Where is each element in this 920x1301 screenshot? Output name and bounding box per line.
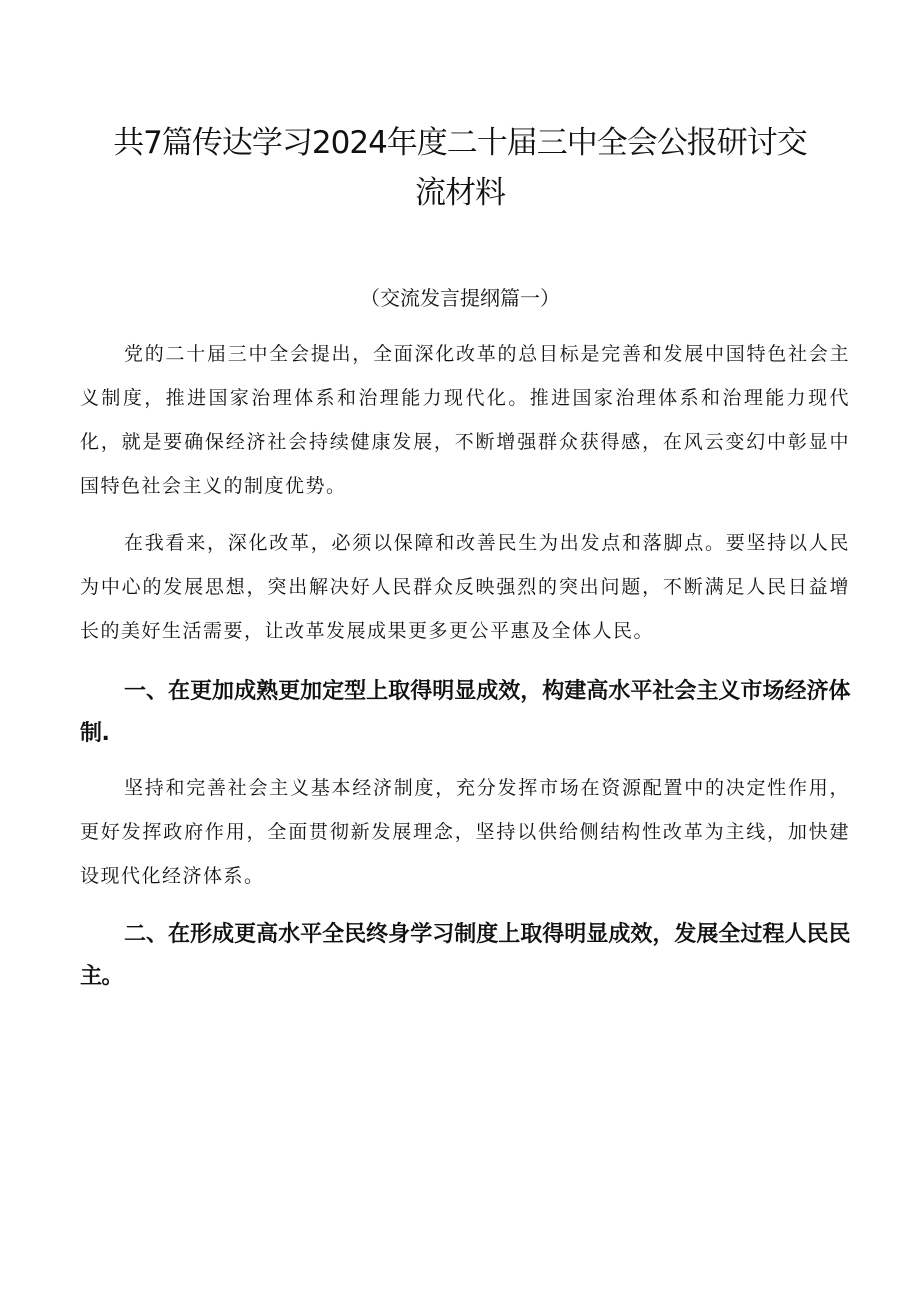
body-paragraph-1: 党的二十届三中全会提出，全面深化改革的总目标是完善和发展中国特色社会主义制度，推进国家治理体系和治理能力现代化。推进国家治理体系和治理能力现代化，就是要确保经济社会持续健康发展，不断增强群众获得感，在风云变幻中彰显中国特色社会主义的制度优势。	[80, 343, 850, 497]
document-subtitle: （交流发言提纲篇一）	[360, 286, 560, 310]
body-paragraph-2: 在我看来，深化改革，必须以保障和改善民生为出发点和落脚点。要坚持以人民为中心的发展思想，突出解决好人民群众反映强烈的突出问题，不断满足人民日益增长的美好生活需要，让改革发展成果更多更公平惠及全体人民。	[80, 532, 850, 642]
body-paragraph-3: 坚持和完善社会主义基本经济制度，充分发挥市场在资源配置中的决定性作用，更好发挥政府作用，全面贯彻新发展理念，坚持以供给侧结构性改革为主线，加快建设现代化经济体系。	[80, 777, 850, 887]
section-heading-2: 二、在形成更高水平全民终身学习制度上取得明显成效，发展全过程人民民主。	[80, 922, 850, 989]
document-title: 共7篇传达学习2024年度二十届三中全会公报研讨交流材料	[113, 125, 807, 211]
section-heading-1: 一、在更加成熟更加定型上取得明显成效，构建高水平社会主义市场经济体制.	[80, 679, 850, 746]
